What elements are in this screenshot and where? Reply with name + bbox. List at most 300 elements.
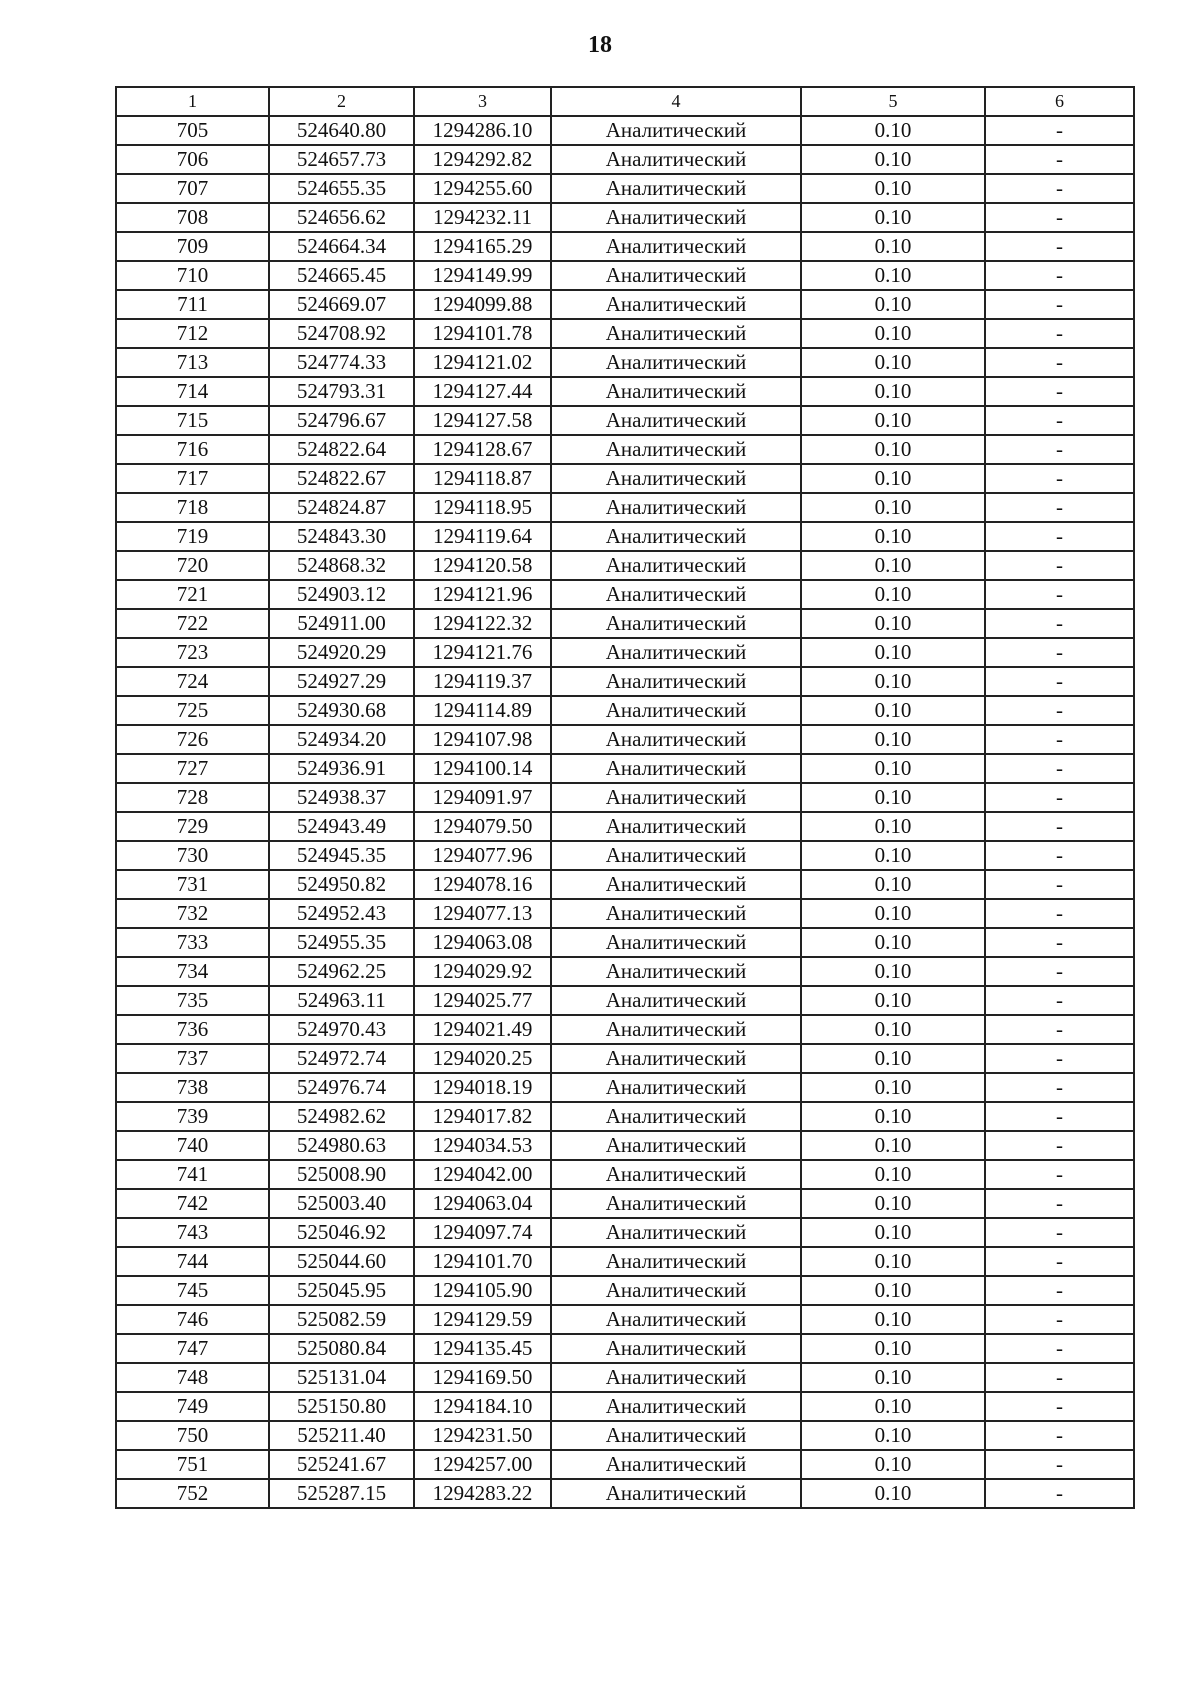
y-coordinate-cell: 1294283.22: [414, 1479, 551, 1508]
y-coordinate-cell: 1294025.77: [414, 986, 551, 1015]
y-coordinate-cell: 1294118.95: [414, 493, 551, 522]
table-row: [116, 1276, 1134, 1305]
y-coordinate-cell: 1294101.70: [414, 1247, 551, 1276]
method-cell: Аналитический: [551, 203, 801, 232]
method-cell: Аналитический: [551, 667, 801, 696]
method-cell: Аналитический: [551, 1102, 801, 1131]
column-header: 1: [116, 87, 269, 116]
header-row: [116, 87, 1134, 116]
table-row: [116, 638, 1134, 667]
table-row: [116, 696, 1134, 725]
x-coordinate-cell: 524927.29: [269, 667, 414, 696]
table-row: [116, 493, 1134, 522]
accuracy-cell: 0.10: [801, 1450, 985, 1479]
y-coordinate-cell: 1294020.25: [414, 1044, 551, 1073]
point-number-cell: 752: [116, 1479, 269, 1508]
point-number-cell: 720: [116, 551, 269, 580]
method-cell: Аналитический: [551, 1015, 801, 1044]
method-cell: Аналитический: [551, 899, 801, 928]
accuracy-cell: 0.10: [801, 1015, 985, 1044]
x-coordinate-cell: 524911.00: [269, 609, 414, 638]
point-number-cell: 741: [116, 1160, 269, 1189]
description-cell: -: [985, 1276, 1134, 1305]
y-coordinate-cell: 1294184.10: [414, 1392, 551, 1421]
table-row: [116, 464, 1134, 493]
table-row: [116, 1102, 1134, 1131]
table-body: [116, 116, 1134, 1508]
table-row: [116, 1247, 1134, 1276]
y-coordinate-cell: 1294077.96: [414, 841, 551, 870]
description-cell: -: [985, 580, 1134, 609]
description-cell: -: [985, 638, 1134, 667]
method-cell: Аналитический: [551, 522, 801, 551]
description-cell: -: [985, 609, 1134, 638]
point-number-cell: 714: [116, 377, 269, 406]
description-cell: -: [985, 1131, 1134, 1160]
table-row: [116, 1073, 1134, 1102]
point-number-cell: 708: [116, 203, 269, 232]
method-cell: Аналитический: [551, 725, 801, 754]
description-cell: -: [985, 1044, 1134, 1073]
method-cell: Аналитический: [551, 1247, 801, 1276]
method-cell: Аналитический: [551, 1189, 801, 1218]
accuracy-cell: 0.10: [801, 812, 985, 841]
y-coordinate-cell: 1294135.45: [414, 1334, 551, 1363]
description-cell: -: [985, 667, 1134, 696]
x-coordinate-cell: 525211.40: [269, 1421, 414, 1450]
accuracy-cell: 0.10: [801, 464, 985, 493]
point-number-cell: 733: [116, 928, 269, 957]
point-number-cell: 751: [116, 1450, 269, 1479]
method-cell: Аналитический: [551, 928, 801, 957]
description-cell: -: [985, 116, 1134, 145]
page-number: 18: [588, 32, 612, 58]
description-cell: -: [985, 522, 1134, 551]
table-row: [116, 1450, 1134, 1479]
method-cell: Аналитический: [551, 1131, 801, 1160]
y-coordinate-cell: 1294119.37: [414, 667, 551, 696]
description-cell: -: [985, 1015, 1134, 1044]
point-number-cell: 721: [116, 580, 269, 609]
table-row: [116, 1218, 1134, 1247]
point-number-cell: 709: [116, 232, 269, 261]
x-coordinate-cell: 525003.40: [269, 1189, 414, 1218]
description-cell: -: [985, 406, 1134, 435]
x-coordinate-cell: 524943.49: [269, 812, 414, 841]
accuracy-cell: 0.10: [801, 754, 985, 783]
description-cell: -: [985, 1363, 1134, 1392]
method-cell: Аналитический: [551, 783, 801, 812]
description-cell: -: [985, 812, 1134, 841]
accuracy-cell: 0.10: [801, 261, 985, 290]
accuracy-cell: 0.10: [801, 1131, 985, 1160]
accuracy-cell: 0.10: [801, 145, 985, 174]
description-cell: -: [985, 551, 1134, 580]
table-row: [116, 1160, 1134, 1189]
description-cell: -: [985, 754, 1134, 783]
method-cell: Аналитический: [551, 1392, 801, 1421]
accuracy-cell: 0.10: [801, 232, 985, 261]
y-coordinate-cell: 1294121.76: [414, 638, 551, 667]
method-cell: Аналитический: [551, 1160, 801, 1189]
table-row: [116, 1392, 1134, 1421]
method-cell: Аналитический: [551, 1276, 801, 1305]
table-row: [116, 870, 1134, 899]
point-number-cell: 705: [116, 116, 269, 145]
table-row: [116, 377, 1134, 406]
point-number-cell: 743: [116, 1218, 269, 1247]
point-number-cell: 716: [116, 435, 269, 464]
x-coordinate-cell: 525150.80: [269, 1392, 414, 1421]
point-number-cell: 728: [116, 783, 269, 812]
point-number-cell: 718: [116, 493, 269, 522]
y-coordinate-cell: 1294286.10: [414, 116, 551, 145]
x-coordinate-cell: 525131.04: [269, 1363, 414, 1392]
x-coordinate-cell: 524970.43: [269, 1015, 414, 1044]
point-number-cell: 731: [116, 870, 269, 899]
method-cell: Аналитический: [551, 551, 801, 580]
table-row: [116, 957, 1134, 986]
method-cell: Аналитический: [551, 870, 801, 899]
table-row: [116, 1421, 1134, 1450]
point-number-cell: 706: [116, 145, 269, 174]
table-row: [116, 812, 1134, 841]
method-cell: Аналитический: [551, 957, 801, 986]
table-row: [116, 261, 1134, 290]
table-row: [116, 841, 1134, 870]
y-coordinate-cell: 1294128.67: [414, 435, 551, 464]
point-number-cell: 722: [116, 609, 269, 638]
description-cell: -: [985, 203, 1134, 232]
accuracy-cell: 0.10: [801, 1363, 985, 1392]
table-row: [116, 1479, 1134, 1508]
point-number-cell: 732: [116, 899, 269, 928]
table-row: [116, 1015, 1134, 1044]
y-coordinate-cell: 1294097.74: [414, 1218, 551, 1247]
table-row: [116, 1305, 1134, 1334]
x-coordinate-cell: 524796.67: [269, 406, 414, 435]
y-coordinate-cell: 1294232.11: [414, 203, 551, 232]
x-coordinate-cell: 524976.74: [269, 1073, 414, 1102]
point-number-cell: 745: [116, 1276, 269, 1305]
x-coordinate-cell: 524982.62: [269, 1102, 414, 1131]
method-cell: Аналитический: [551, 1044, 801, 1073]
x-coordinate-cell: 524669.07: [269, 290, 414, 319]
y-coordinate-cell: 1294078.16: [414, 870, 551, 899]
method-cell: Аналитический: [551, 609, 801, 638]
x-coordinate-cell: 524962.25: [269, 957, 414, 986]
accuracy-cell: 0.10: [801, 783, 985, 812]
x-coordinate-cell: 524930.68: [269, 696, 414, 725]
point-number-cell: 717: [116, 464, 269, 493]
table-row: [116, 986, 1134, 1015]
method-cell: Аналитический: [551, 435, 801, 464]
y-coordinate-cell: 1294034.53: [414, 1131, 551, 1160]
x-coordinate-cell: 524824.87: [269, 493, 414, 522]
point-number-cell: 740: [116, 1131, 269, 1160]
table-row: [116, 667, 1134, 696]
method-cell: Аналитический: [551, 1218, 801, 1247]
accuracy-cell: 0.10: [801, 696, 985, 725]
table-row: [116, 348, 1134, 377]
y-coordinate-cell: 1294042.00: [414, 1160, 551, 1189]
method-cell: Аналитический: [551, 986, 801, 1015]
point-number-cell: 736: [116, 1015, 269, 1044]
description-cell: -: [985, 1160, 1134, 1189]
description-cell: -: [985, 1392, 1134, 1421]
table-row: [116, 406, 1134, 435]
accuracy-cell: 0.10: [801, 986, 985, 1015]
accuracy-cell: 0.10: [801, 725, 985, 754]
accuracy-cell: 0.10: [801, 1247, 985, 1276]
y-coordinate-cell: 1294127.44: [414, 377, 551, 406]
table-row: [116, 1363, 1134, 1392]
point-number-cell: 729: [116, 812, 269, 841]
y-coordinate-cell: 1294063.04: [414, 1189, 551, 1218]
description-cell: -: [985, 899, 1134, 928]
accuracy-cell: 0.10: [801, 1276, 985, 1305]
method-cell: Аналитический: [551, 1363, 801, 1392]
table-row: [116, 928, 1134, 957]
y-coordinate-cell: 1294121.02: [414, 348, 551, 377]
accuracy-cell: 0.10: [801, 203, 985, 232]
table-row: [116, 174, 1134, 203]
point-number-cell: 747: [116, 1334, 269, 1363]
table-row: [116, 435, 1134, 464]
table-row: [116, 522, 1134, 551]
method-cell: Аналитический: [551, 841, 801, 870]
table-row: [116, 1131, 1134, 1160]
point-number-cell: 710: [116, 261, 269, 290]
table-header: [116, 87, 1134, 116]
x-coordinate-cell: 524664.34: [269, 232, 414, 261]
point-number-cell: 727: [116, 754, 269, 783]
description-cell: -: [985, 1073, 1134, 1102]
accuracy-cell: 0.10: [801, 1044, 985, 1073]
accuracy-cell: 0.10: [801, 1334, 985, 1363]
table-row: [116, 899, 1134, 928]
point-number-cell: 748: [116, 1363, 269, 1392]
method-cell: Аналитический: [551, 1421, 801, 1450]
table-row: [116, 754, 1134, 783]
point-number-cell: 707: [116, 174, 269, 203]
point-number-cell: 711: [116, 290, 269, 319]
description-cell: -: [985, 1189, 1134, 1218]
point-number-cell: 719: [116, 522, 269, 551]
accuracy-cell: 0.10: [801, 1102, 985, 1131]
accuracy-cell: 0.10: [801, 319, 985, 348]
accuracy-cell: 0.10: [801, 290, 985, 319]
method-cell: Аналитический: [551, 406, 801, 435]
point-number-cell: 730: [116, 841, 269, 870]
accuracy-cell: 0.10: [801, 1218, 985, 1247]
x-coordinate-cell: 524934.20: [269, 725, 414, 754]
accuracy-cell: 0.10: [801, 377, 985, 406]
method-cell: Аналитический: [551, 464, 801, 493]
table-row: [116, 145, 1134, 174]
x-coordinate-cell: 524920.29: [269, 638, 414, 667]
column-header: 3: [414, 87, 551, 116]
accuracy-cell: 0.10: [801, 870, 985, 899]
accuracy-cell: 0.10: [801, 435, 985, 464]
table-row: [116, 232, 1134, 261]
coordinates-table: [115, 86, 1135, 1509]
description-cell: -: [985, 377, 1134, 406]
method-cell: Аналитический: [551, 1450, 801, 1479]
x-coordinate-cell: 524708.92: [269, 319, 414, 348]
method-cell: Аналитический: [551, 348, 801, 377]
y-coordinate-cell: 1294165.29: [414, 232, 551, 261]
point-number-cell: 735: [116, 986, 269, 1015]
y-coordinate-cell: 1294021.49: [414, 1015, 551, 1044]
method-cell: Аналитический: [551, 174, 801, 203]
y-coordinate-cell: 1294107.98: [414, 725, 551, 754]
column-header: 5: [801, 87, 985, 116]
description-cell: -: [985, 174, 1134, 203]
description-cell: -: [985, 1334, 1134, 1363]
y-coordinate-cell: 1294231.50: [414, 1421, 551, 1450]
x-coordinate-cell: 524656.62: [269, 203, 414, 232]
description-cell: -: [985, 957, 1134, 986]
accuracy-cell: 0.10: [801, 928, 985, 957]
point-number-cell: 724: [116, 667, 269, 696]
point-number-cell: 750: [116, 1421, 269, 1450]
accuracy-cell: 0.10: [801, 899, 985, 928]
x-coordinate-cell: 524955.35: [269, 928, 414, 957]
x-coordinate-cell: 524868.32: [269, 551, 414, 580]
point-number-cell: 738: [116, 1073, 269, 1102]
y-coordinate-cell: 1294119.64: [414, 522, 551, 551]
x-coordinate-cell: 524774.33: [269, 348, 414, 377]
y-coordinate-cell: 1294169.50: [414, 1363, 551, 1392]
y-coordinate-cell: 1294149.99: [414, 261, 551, 290]
table-row: [116, 783, 1134, 812]
x-coordinate-cell: 525044.60: [269, 1247, 414, 1276]
method-cell: Аналитический: [551, 812, 801, 841]
description-cell: -: [985, 319, 1134, 348]
description-cell: -: [985, 986, 1134, 1015]
x-coordinate-cell: 524822.64: [269, 435, 414, 464]
x-coordinate-cell: 525082.59: [269, 1305, 414, 1334]
method-cell: Аналитический: [551, 1305, 801, 1334]
description-cell: -: [985, 145, 1134, 174]
description-cell: -: [985, 435, 1134, 464]
x-coordinate-cell: 524952.43: [269, 899, 414, 928]
table-row: [116, 609, 1134, 638]
y-coordinate-cell: 1294114.89: [414, 696, 551, 725]
description-cell: -: [985, 1479, 1134, 1508]
y-coordinate-cell: 1294120.58: [414, 551, 551, 580]
point-number-cell: 712: [116, 319, 269, 348]
x-coordinate-cell: 524657.73: [269, 145, 414, 174]
y-coordinate-cell: 1294079.50: [414, 812, 551, 841]
y-coordinate-cell: 1294292.82: [414, 145, 551, 174]
table-row: [116, 1189, 1134, 1218]
accuracy-cell: 0.10: [801, 348, 985, 377]
x-coordinate-cell: 524972.74: [269, 1044, 414, 1073]
description-cell: -: [985, 290, 1134, 319]
accuracy-cell: 0.10: [801, 667, 985, 696]
description-cell: -: [985, 870, 1134, 899]
y-coordinate-cell: 1294018.19: [414, 1073, 551, 1102]
accuracy-cell: 0.10: [801, 1421, 985, 1450]
method-cell: Аналитический: [551, 1334, 801, 1363]
accuracy-cell: 0.10: [801, 609, 985, 638]
x-coordinate-cell: 525241.67: [269, 1450, 414, 1479]
point-number-cell: 739: [116, 1102, 269, 1131]
method-cell: Аналитический: [551, 696, 801, 725]
description-cell: -: [985, 1218, 1134, 1247]
x-coordinate-cell: 524980.63: [269, 1131, 414, 1160]
y-coordinate-cell: 1294255.60: [414, 174, 551, 203]
table-row: [116, 1044, 1134, 1073]
point-number-cell: 725: [116, 696, 269, 725]
method-cell: Аналитический: [551, 754, 801, 783]
table-row: [116, 1334, 1134, 1363]
x-coordinate-cell: 524950.82: [269, 870, 414, 899]
x-coordinate-cell: 525080.84: [269, 1334, 414, 1363]
y-coordinate-cell: 1294029.92: [414, 957, 551, 986]
column-header: 4: [551, 87, 801, 116]
x-coordinate-cell: 524938.37: [269, 783, 414, 812]
y-coordinate-cell: 1294077.13: [414, 899, 551, 928]
y-coordinate-cell: 1294129.59: [414, 1305, 551, 1334]
column-header: 6: [985, 87, 1134, 116]
method-cell: Аналитический: [551, 580, 801, 609]
method-cell: Аналитический: [551, 319, 801, 348]
description-cell: -: [985, 464, 1134, 493]
description-cell: -: [985, 261, 1134, 290]
description-cell: -: [985, 841, 1134, 870]
x-coordinate-cell: 524945.35: [269, 841, 414, 870]
method-cell: Аналитический: [551, 377, 801, 406]
method-cell: Аналитический: [551, 1073, 801, 1102]
point-number-cell: 715: [116, 406, 269, 435]
accuracy-cell: 0.10: [801, 116, 985, 145]
x-coordinate-cell: 524936.91: [269, 754, 414, 783]
description-cell: -: [985, 1102, 1134, 1131]
y-coordinate-cell: 1294091.97: [414, 783, 551, 812]
accuracy-cell: 0.10: [801, 174, 985, 203]
accuracy-cell: 0.10: [801, 1189, 985, 1218]
y-coordinate-cell: 1294099.88: [414, 290, 551, 319]
method-cell: Аналитический: [551, 493, 801, 522]
table-row: [116, 725, 1134, 754]
description-cell: -: [985, 493, 1134, 522]
method-cell: Аналитический: [551, 116, 801, 145]
point-number-cell: 723: [116, 638, 269, 667]
point-number-cell: 737: [116, 1044, 269, 1073]
accuracy-cell: 0.10: [801, 638, 985, 667]
x-coordinate-cell: 525046.92: [269, 1218, 414, 1247]
x-coordinate-cell: 525008.90: [269, 1160, 414, 1189]
description-cell: -: [985, 348, 1134, 377]
x-coordinate-cell: 525287.15: [269, 1479, 414, 1508]
x-coordinate-cell: 524640.80: [269, 116, 414, 145]
description-cell: -: [985, 725, 1134, 754]
table-row: [116, 551, 1134, 580]
y-coordinate-cell: 1294100.14: [414, 754, 551, 783]
description-cell: -: [985, 1421, 1134, 1450]
accuracy-cell: 0.10: [801, 522, 985, 551]
accuracy-cell: 0.10: [801, 1160, 985, 1189]
accuracy-cell: 0.10: [801, 1305, 985, 1334]
description-cell: -: [985, 232, 1134, 261]
y-coordinate-cell: 1294127.58: [414, 406, 551, 435]
y-coordinate-cell: 1294063.08: [414, 928, 551, 957]
description-cell: -: [985, 783, 1134, 812]
y-coordinate-cell: 1294257.00: [414, 1450, 551, 1479]
